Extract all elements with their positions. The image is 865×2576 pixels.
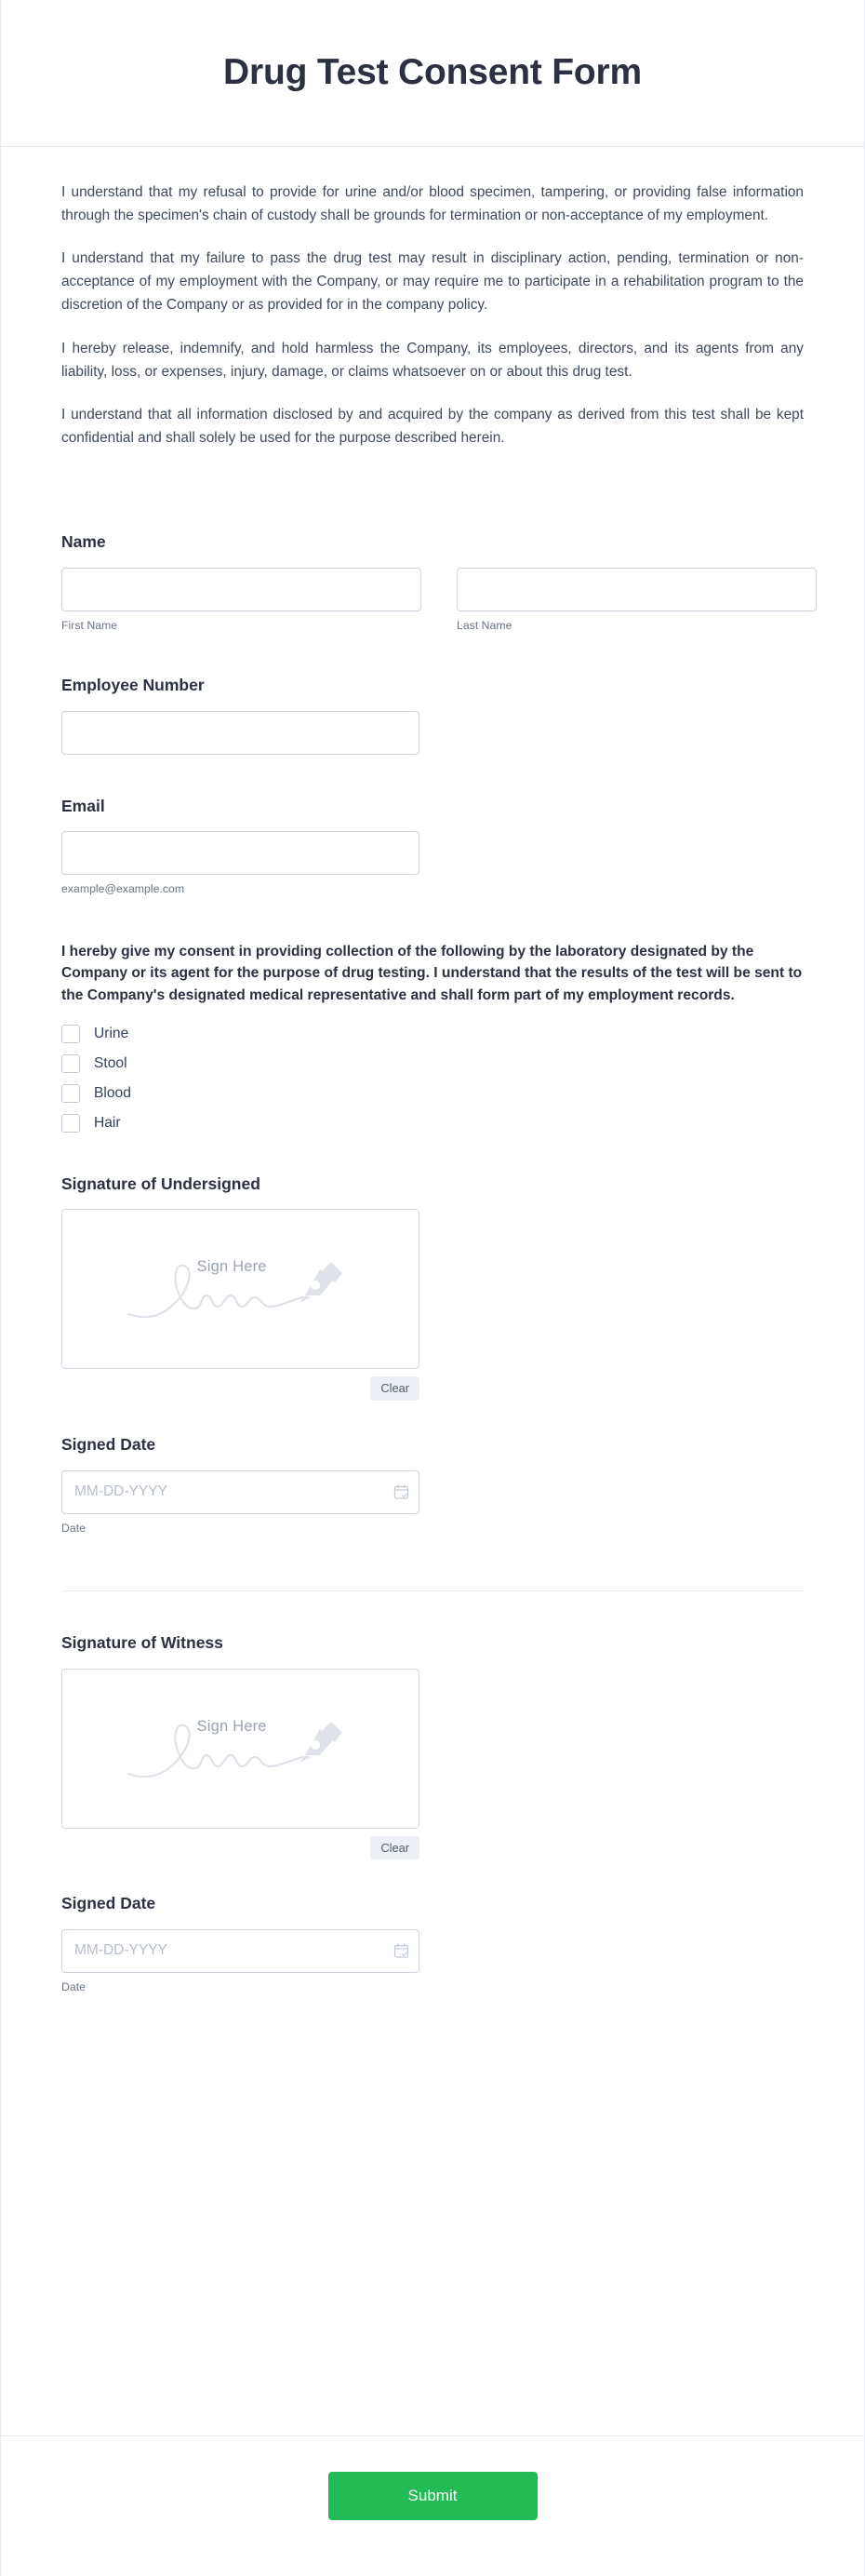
checkbox-icon[interactable] [61, 1025, 80, 1043]
sign-here-illustration [125, 1247, 357, 1331]
sign-here-illustration [125, 1707, 357, 1791]
intro-paragraph: I understand that all information disclosed by and acquired by the company as derived from this test shall be kept confidential and shall solely be used for the purpose described herein. [61, 406, 804, 446]
signed-date-2-label: Signed Date [61, 1893, 156, 1912]
first-name-input[interactable] [61, 568, 421, 611]
consent-statement: I hereby give my consent in providing collection of the following by the laboratory designated by the Company or its agent for the purpose of drug testing. I understand that the results of the test will be sent to the Company's designated medical representative and shall form part of my employment records. [61, 943, 803, 1004]
signed-date-2-wrap [61, 1929, 419, 1973]
clear-row-undersigned [61, 1376, 419, 1400]
form-header [1, 0, 864, 147]
submit-button[interactable]: Submit [328, 2472, 538, 2520]
intro-paragraph: I understand that my failure to pass the drug test may result in disciplinary action, pending, termination or non-acceptance of my employment with the Company, or may require me to participate in a rehabilitation program to the discretion of the Company or as provided for in the company policy. [61, 250, 804, 314]
checkbox-label: Blood [94, 1084, 131, 1101]
field-group-email [61, 796, 804, 898]
signed-date-1-group [61, 1434, 804, 1536]
signature-witness-pad[interactable] [61, 1669, 419, 1829]
form-body [1, 147, 864, 2435]
signature-undersigned-section [61, 1174, 804, 1401]
checkbox-option-urine[interactable] [61, 1025, 804, 1043]
section-divider [61, 1590, 804, 1591]
consent-block [61, 941, 804, 1007]
signed-date-2-input[interactable] [61, 1929, 419, 1973]
checkbox-icon[interactable] [61, 1114, 80, 1133]
checkbox-option-stool[interactable] [61, 1054, 804, 1073]
signed-date-2-group [61, 1893, 804, 1995]
name-row [61, 568, 804, 634]
checkbox-option-hair[interactable] [61, 1114, 804, 1133]
last-name-column [457, 568, 817, 634]
employee-number-input[interactable] [61, 711, 419, 755]
signature-witness-label: Signature of Witness [61, 1632, 223, 1652]
spacer [61, 489, 804, 531]
signature-undersigned-pad[interactable] [61, 1209, 419, 1369]
field-group-employee-number [61, 675, 804, 755]
signed-date-2-sublabel: Date [61, 1979, 86, 1993]
email-sublabel: example@example.com [61, 882, 185, 896]
email-input[interactable] [61, 831, 419, 875]
page-title: Drug Test Consent Form [223, 52, 642, 93]
signed-date-1-wrap [61, 1470, 419, 1514]
signed-date-1-label: Signed Date [61, 1434, 156, 1454]
email-label: Email [61, 796, 105, 815]
intro-paragraphs [61, 181, 804, 449]
signed-date-1-input[interactable] [61, 1470, 419, 1514]
intro-paragraph: I hereby release, indemnify, and hold harmless the Company, its employees, directors, and its agents from any liability, loss, or expenses, injury, damage, or claims whatsoever on or about this drug test. [61, 340, 804, 380]
signed-date-1-sublabel: Date [61, 1521, 86, 1535]
clear-signature-button[interactable]: Clear [370, 1836, 419, 1859]
name-label: Name [61, 531, 106, 551]
sign-here-text: Sign Here [196, 1258, 267, 1276]
first-name-column [61, 568, 421, 634]
clear-row-witness [61, 1836, 419, 1859]
employee-number-label: Employee Number [61, 675, 205, 694]
intro-paragraph: I understand that my refusal to provide for urine and/or blood specimen, tampering, or providing false information through the specimen's chain of custody shall be grounds for termination or non-acceptance of my employment. [61, 184, 804, 224]
sign-here-text: Sign Here [196, 1717, 267, 1735]
signature-witness-section [61, 1632, 804, 1859]
field-group-name [61, 531, 804, 634]
last-name-input[interactable] [457, 568, 817, 611]
checkbox-label: Urine [94, 1025, 129, 1041]
checkbox-icon[interactable] [61, 1054, 80, 1073]
checkbox-option-blood[interactable] [61, 1084, 804, 1103]
signature-undersigned-label: Signature of Undersigned [61, 1174, 260, 1193]
checkbox-label: Hair [94, 1114, 121, 1131]
checkbox-icon[interactable] [61, 1084, 80, 1103]
checkbox-label: Stool [94, 1054, 127, 1071]
last-name-sublabel: Last Name [457, 618, 512, 632]
consent-checkbox-list [61, 1025, 804, 1133]
clear-signature-button[interactable]: Clear [370, 1376, 419, 1400]
first-name-sublabel: First Name [61, 618, 118, 632]
form-footer [1, 2435, 864, 2576]
